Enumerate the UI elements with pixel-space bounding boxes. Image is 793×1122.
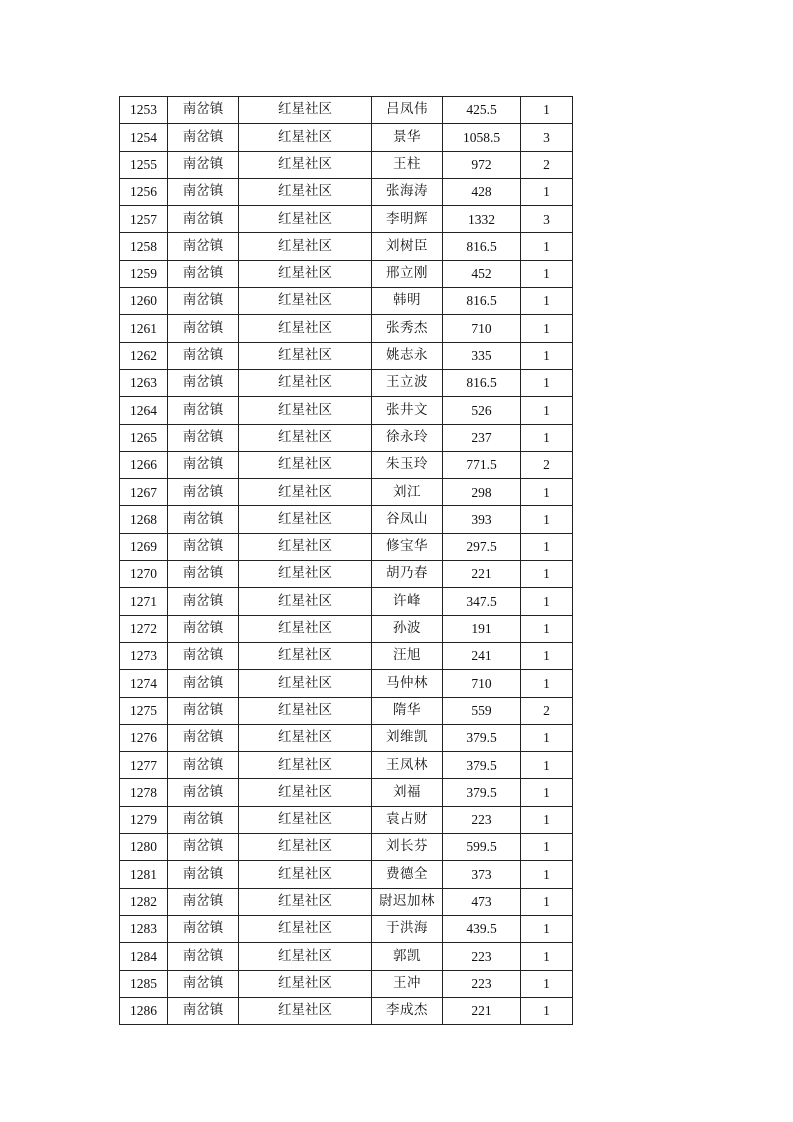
amount-cell: 526: [443, 397, 521, 424]
town-cell: 南岔镇: [168, 451, 239, 478]
amount-cell: 1058.5: [443, 124, 521, 151]
amount-cell: 298: [443, 479, 521, 506]
table-row: [120, 124, 573, 151]
community-cell: 红星社区: [239, 970, 372, 997]
person-name-cell: 谷凤山: [372, 506, 443, 533]
person-name-cell: 邢立刚: [372, 260, 443, 287]
amount-cell: 425.5: [443, 97, 521, 124]
count-cell: 1: [521, 97, 573, 124]
amount-cell: 297.5: [443, 533, 521, 560]
community-cell: 红星社区: [239, 369, 372, 396]
amount-cell: 710: [443, 670, 521, 697]
count-cell: 1: [521, 970, 573, 997]
table-row: [120, 342, 573, 369]
community-cell: 红星社区: [239, 670, 372, 697]
table-row: [120, 206, 573, 233]
person-name-cell: 刘江: [372, 479, 443, 506]
table-row: [120, 178, 573, 205]
person-name-cell: 刘树臣: [372, 233, 443, 260]
serial-number-cell: 1276: [120, 724, 168, 751]
community-cell: 红星社区: [239, 588, 372, 615]
person-name-cell: 徐永玲: [372, 424, 443, 451]
town-cell: 南岔镇: [168, 806, 239, 833]
amount-cell: 816.5: [443, 288, 521, 315]
person-name-cell: 于洪海: [372, 915, 443, 942]
table-row: [120, 752, 573, 779]
amount-cell: 771.5: [443, 451, 521, 478]
table-row: [120, 615, 573, 642]
community-cell: 红星社区: [239, 288, 372, 315]
community-cell: 红星社区: [239, 752, 372, 779]
serial-number-cell: 1278: [120, 779, 168, 806]
serial-number-cell: 1270: [120, 561, 168, 588]
count-cell: 1: [521, 997, 573, 1024]
amount-cell: 428: [443, 178, 521, 205]
community-cell: 红星社区: [239, 206, 372, 233]
town-cell: 南岔镇: [168, 178, 239, 205]
person-name-cell: 张秀杰: [372, 315, 443, 342]
table-row: [120, 288, 573, 315]
count-cell: 1: [521, 888, 573, 915]
town-cell: 南岔镇: [168, 288, 239, 315]
town-cell: 南岔镇: [168, 834, 239, 861]
town-cell: 南岔镇: [168, 670, 239, 697]
town-cell: 南岔镇: [168, 588, 239, 615]
amount-cell: 473: [443, 888, 521, 915]
amount-cell: 223: [443, 943, 521, 970]
person-name-cell: 王柱: [372, 151, 443, 178]
community-cell: 红星社区: [239, 561, 372, 588]
community-cell: 红星社区: [239, 642, 372, 669]
serial-number-cell: 1267: [120, 479, 168, 506]
amount-cell: 559: [443, 697, 521, 724]
table-row: [120, 943, 573, 970]
count-cell: 3: [521, 206, 573, 233]
serial-number-cell: 1265: [120, 424, 168, 451]
town-cell: 南岔镇: [168, 915, 239, 942]
roster-table-body: [120, 97, 573, 1025]
community-cell: 红星社区: [239, 424, 372, 451]
community-cell: 红星社区: [239, 342, 372, 369]
town-cell: 南岔镇: [168, 533, 239, 560]
table-row: [120, 315, 573, 342]
town-cell: 南岔镇: [168, 233, 239, 260]
community-cell: 红星社区: [239, 697, 372, 724]
person-name-cell: 修宝华: [372, 533, 443, 560]
amount-cell: 241: [443, 642, 521, 669]
table-row: [120, 561, 573, 588]
person-name-cell: 刘福: [372, 779, 443, 806]
table-row: [120, 479, 573, 506]
town-cell: 南岔镇: [168, 943, 239, 970]
community-cell: 红星社区: [239, 315, 372, 342]
amount-cell: 816.5: [443, 233, 521, 260]
table-row: [120, 697, 573, 724]
serial-number-cell: 1263: [120, 369, 168, 396]
serial-number-cell: 1281: [120, 861, 168, 888]
count-cell: 1: [521, 479, 573, 506]
table-row: [120, 506, 573, 533]
person-name-cell: 孙波: [372, 615, 443, 642]
count-cell: 1: [521, 233, 573, 260]
serial-number-cell: 1279: [120, 806, 168, 833]
amount-cell: 379.5: [443, 779, 521, 806]
table-row: [120, 97, 573, 124]
table-row: [120, 588, 573, 615]
community-cell: 红星社区: [239, 451, 372, 478]
person-name-cell: 刘维凯: [372, 724, 443, 751]
person-name-cell: 费德全: [372, 861, 443, 888]
table-row: [120, 970, 573, 997]
amount-cell: 335: [443, 342, 521, 369]
count-cell: 1: [521, 397, 573, 424]
serial-number-cell: 1284: [120, 943, 168, 970]
serial-number-cell: 1271: [120, 588, 168, 615]
count-cell: 1: [521, 724, 573, 751]
count-cell: 1: [521, 260, 573, 287]
community-cell: 红星社区: [239, 397, 372, 424]
community-cell: 红星社区: [239, 260, 372, 287]
serial-number-cell: 1269: [120, 533, 168, 560]
table-row: [120, 397, 573, 424]
town-cell: 南岔镇: [168, 561, 239, 588]
serial-number-cell: 1280: [120, 834, 168, 861]
person-name-cell: 刘长芬: [372, 834, 443, 861]
table-row: [120, 233, 573, 260]
town-cell: 南岔镇: [168, 724, 239, 751]
serial-number-cell: 1253: [120, 97, 168, 124]
community-cell: 红星社区: [239, 97, 372, 124]
serial-number-cell: 1285: [120, 970, 168, 997]
serial-number-cell: 1282: [120, 888, 168, 915]
count-cell: 1: [521, 506, 573, 533]
roster-table: [119, 96, 573, 1025]
town-cell: 南岔镇: [168, 506, 239, 533]
town-cell: 南岔镇: [168, 970, 239, 997]
count-cell: 1: [521, 861, 573, 888]
person-name-cell: 郭凯: [372, 943, 443, 970]
amount-cell: 816.5: [443, 369, 521, 396]
person-name-cell: 景华: [372, 124, 443, 151]
count-cell: 1: [521, 288, 573, 315]
serial-number-cell: 1273: [120, 642, 168, 669]
community-cell: 红星社区: [239, 615, 372, 642]
town-cell: 南岔镇: [168, 615, 239, 642]
count-cell: 1: [521, 561, 573, 588]
serial-number-cell: 1257: [120, 206, 168, 233]
serial-number-cell: 1255: [120, 151, 168, 178]
count-cell: 1: [521, 588, 573, 615]
serial-number-cell: 1272: [120, 615, 168, 642]
town-cell: 南岔镇: [168, 997, 239, 1024]
count-cell: 1: [521, 806, 573, 833]
town-cell: 南岔镇: [168, 697, 239, 724]
community-cell: 红星社区: [239, 506, 372, 533]
town-cell: 南岔镇: [168, 206, 239, 233]
community-cell: 红星社区: [239, 724, 372, 751]
table-row: [120, 806, 573, 833]
person-name-cell: 韩明: [372, 288, 443, 315]
community-cell: 红星社区: [239, 943, 372, 970]
serial-number-cell: 1262: [120, 342, 168, 369]
table-row: [120, 424, 573, 451]
person-name-cell: 尉迟加林: [372, 888, 443, 915]
table-row: [120, 533, 573, 560]
count-cell: 1: [521, 369, 573, 396]
count-cell: 1: [521, 915, 573, 942]
community-cell: 红星社区: [239, 997, 372, 1024]
person-name-cell: 隋华: [372, 697, 443, 724]
person-name-cell: 张井文: [372, 397, 443, 424]
table-row: [120, 779, 573, 806]
town-cell: 南岔镇: [168, 861, 239, 888]
amount-cell: 223: [443, 970, 521, 997]
count-cell: 1: [521, 670, 573, 697]
community-cell: 红星社区: [239, 806, 372, 833]
count-cell: 1: [521, 779, 573, 806]
community-cell: 红星社区: [239, 915, 372, 942]
amount-cell: 191: [443, 615, 521, 642]
count-cell: 1: [521, 615, 573, 642]
community-cell: 红星社区: [239, 233, 372, 260]
town-cell: 南岔镇: [168, 342, 239, 369]
serial-number-cell: 1268: [120, 506, 168, 533]
count-cell: 2: [521, 451, 573, 478]
count-cell: 1: [521, 752, 573, 779]
count-cell: 2: [521, 697, 573, 724]
town-cell: 南岔镇: [168, 151, 239, 178]
community-cell: 红星社区: [239, 479, 372, 506]
table-row: [120, 260, 573, 287]
table-row: [120, 451, 573, 478]
table-row: [120, 915, 573, 942]
serial-number-cell: 1261: [120, 315, 168, 342]
count-cell: 1: [521, 834, 573, 861]
town-cell: 南岔镇: [168, 479, 239, 506]
amount-cell: 373: [443, 861, 521, 888]
amount-cell: 452: [443, 260, 521, 287]
town-cell: 南岔镇: [168, 124, 239, 151]
serial-number-cell: 1260: [120, 288, 168, 315]
amount-cell: 237: [443, 424, 521, 451]
town-cell: 南岔镇: [168, 97, 239, 124]
amount-cell: 599.5: [443, 834, 521, 861]
person-name-cell: 袁占财: [372, 806, 443, 833]
town-cell: 南岔镇: [168, 888, 239, 915]
person-name-cell: 许峰: [372, 588, 443, 615]
amount-cell: 379.5: [443, 752, 521, 779]
town-cell: 南岔镇: [168, 369, 239, 396]
count-cell: 1: [521, 943, 573, 970]
amount-cell: 379.5: [443, 724, 521, 751]
amount-cell: 221: [443, 561, 521, 588]
person-name-cell: 王立波: [372, 369, 443, 396]
amount-cell: 393: [443, 506, 521, 533]
person-name-cell: 王凤林: [372, 752, 443, 779]
community-cell: 红星社区: [239, 779, 372, 806]
count-cell: 1: [521, 178, 573, 205]
table-row: [120, 834, 573, 861]
count-cell: 2: [521, 151, 573, 178]
serial-number-cell: 1274: [120, 670, 168, 697]
person-name-cell: 吕凤伟: [372, 97, 443, 124]
person-name-cell: 李成杰: [372, 997, 443, 1024]
serial-number-cell: 1256: [120, 178, 168, 205]
town-cell: 南岔镇: [168, 642, 239, 669]
serial-number-cell: 1264: [120, 397, 168, 424]
town-cell: 南岔镇: [168, 752, 239, 779]
community-cell: 红星社区: [239, 151, 372, 178]
table-row: [120, 861, 573, 888]
town-cell: 南岔镇: [168, 779, 239, 806]
person-name-cell: 姚志永: [372, 342, 443, 369]
amount-cell: 347.5: [443, 588, 521, 615]
person-name-cell: 李明辉: [372, 206, 443, 233]
count-cell: 1: [521, 642, 573, 669]
table-row: [120, 369, 573, 396]
table-row: [120, 151, 573, 178]
town-cell: 南岔镇: [168, 397, 239, 424]
serial-number-cell: 1254: [120, 124, 168, 151]
person-name-cell: 朱玉玲: [372, 451, 443, 478]
serial-number-cell: 1283: [120, 915, 168, 942]
count-cell: 1: [521, 533, 573, 560]
community-cell: 红星社区: [239, 834, 372, 861]
amount-cell: 221: [443, 997, 521, 1024]
table-row: [120, 642, 573, 669]
person-name-cell: 王冲: [372, 970, 443, 997]
count-cell: 3: [521, 124, 573, 151]
person-name-cell: 胡乃春: [372, 561, 443, 588]
person-name-cell: 张海涛: [372, 178, 443, 205]
serial-number-cell: 1277: [120, 752, 168, 779]
table-row: [120, 997, 573, 1024]
person-name-cell: 汪旭: [372, 642, 443, 669]
amount-cell: 972: [443, 151, 521, 178]
table-row: [120, 724, 573, 751]
town-cell: 南岔镇: [168, 315, 239, 342]
community-cell: 红星社区: [239, 178, 372, 205]
community-cell: 红星社区: [239, 861, 372, 888]
count-cell: 1: [521, 342, 573, 369]
community-cell: 红星社区: [239, 888, 372, 915]
serial-number-cell: 1286: [120, 997, 168, 1024]
community-cell: 红星社区: [239, 533, 372, 560]
table-row: [120, 670, 573, 697]
count-cell: 1: [521, 424, 573, 451]
town-cell: 南岔镇: [168, 260, 239, 287]
community-cell: 红星社区: [239, 124, 372, 151]
person-name-cell: 马仲林: [372, 670, 443, 697]
amount-cell: 710: [443, 315, 521, 342]
amount-cell: 223: [443, 806, 521, 833]
serial-number-cell: 1258: [120, 233, 168, 260]
serial-number-cell: 1266: [120, 451, 168, 478]
serial-number-cell: 1259: [120, 260, 168, 287]
town-cell: 南岔镇: [168, 424, 239, 451]
table-row: [120, 888, 573, 915]
amount-cell: 439.5: [443, 915, 521, 942]
serial-number-cell: 1275: [120, 697, 168, 724]
amount-cell: 1332: [443, 206, 521, 233]
count-cell: 1: [521, 315, 573, 342]
